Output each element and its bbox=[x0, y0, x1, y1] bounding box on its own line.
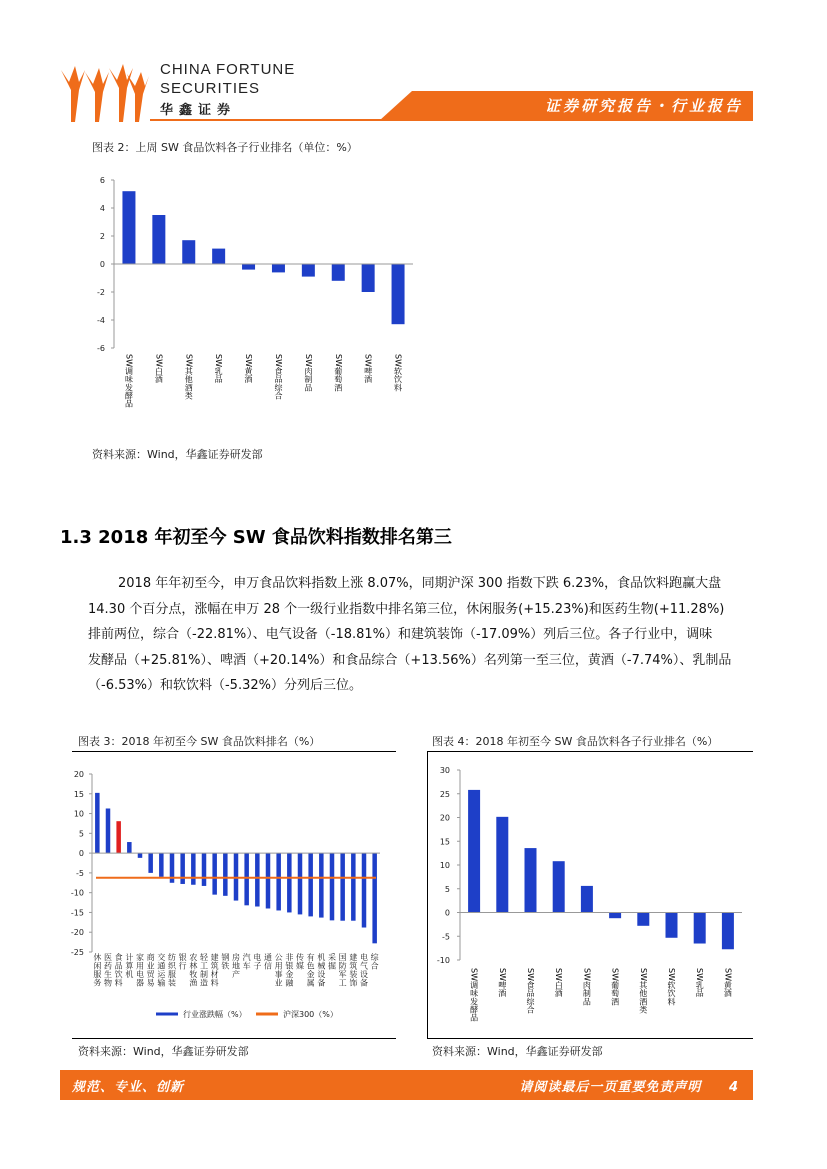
x-tick-label: 牧 bbox=[189, 970, 198, 979]
y-tick-label: 4 bbox=[99, 204, 105, 213]
x-tick-label-char: 乳 bbox=[214, 367, 223, 376]
x-tick-label: 务 bbox=[93, 978, 102, 988]
x-tick-label: 钢 bbox=[221, 953, 230, 962]
x-tick-label-char: 料 bbox=[394, 383, 403, 393]
x-tick-label: 机 bbox=[125, 970, 134, 979]
x-tick-label-char: 调 bbox=[470, 981, 479, 990]
x-tick-label-prefix: SW bbox=[526, 968, 535, 981]
bar bbox=[362, 264, 375, 292]
x-tick-label bbox=[244, 354, 254, 384]
bar bbox=[581, 886, 593, 913]
x-tick-label bbox=[611, 968, 620, 1006]
x-tick-label: 饰 bbox=[349, 978, 358, 988]
x-tick-label-char: 酒 bbox=[611, 997, 620, 1007]
x-tick-label-char: 酵 bbox=[470, 1005, 479, 1015]
x-tick-label-char: 料 bbox=[667, 997, 676, 1007]
figure3-source: 资料来源：Wind，华鑫证券研发部 bbox=[78, 1045, 249, 1058]
x-tick-label: 地 bbox=[232, 961, 240, 971]
x-tick-label: 休 bbox=[93, 953, 102, 962]
x-tick-label: 国 bbox=[338, 953, 347, 962]
x-tick-label-prefix: SW bbox=[723, 968, 733, 981]
paragraph-line: （-6.53%）和软饮料（-5.32%）分列后三位。 bbox=[88, 678, 362, 693]
x-tick-label bbox=[582, 968, 591, 1006]
bar bbox=[159, 853, 164, 877]
x-tick-label-prefix: SW bbox=[610, 968, 620, 981]
disclaimer-text: 请阅读最后一页重要免责声明 bbox=[519, 1080, 702, 1095]
x-tick-label: 属 bbox=[306, 978, 315, 988]
x-tick-label-char: 酒 bbox=[364, 375, 373, 385]
x-tick-label: 机 bbox=[317, 953, 326, 962]
x-tick-label: 业 bbox=[146, 961, 155, 971]
x-tick-label: 合 bbox=[370, 961, 379, 971]
bar bbox=[609, 913, 621, 919]
footer-disclaimer bbox=[519, 1076, 739, 1095]
x-tick-label-char: 调 bbox=[124, 367, 133, 376]
x-tick-label: 计 bbox=[125, 953, 134, 962]
y-tick-label: 2 bbox=[99, 232, 105, 241]
x-tick-label: 备 bbox=[360, 978, 368, 988]
bar bbox=[525, 848, 537, 912]
figure4-bottom-rule bbox=[427, 1038, 753, 1039]
bar bbox=[332, 264, 345, 281]
x-tick-label-char: 发 bbox=[124, 383, 133, 393]
bar bbox=[106, 808, 111, 853]
x-tick-label bbox=[184, 354, 194, 400]
x-tick-label: 用 bbox=[274, 961, 283, 971]
x-tick-label-char: 白 bbox=[554, 981, 563, 990]
x-tick-label-char: 肉 bbox=[582, 981, 591, 990]
x-tick-label: 建 bbox=[349, 953, 358, 962]
x-tick-label: 算 bbox=[125, 961, 134, 971]
bar bbox=[694, 913, 706, 944]
x-tick-label: 生 bbox=[104, 970, 112, 979]
figure2-source: 资料来源：Wind，华鑫证券研发部 bbox=[92, 448, 263, 461]
x-tick-label: 筑 bbox=[349, 961, 358, 971]
x-tick-label: 有 bbox=[306, 953, 315, 962]
x-tick-label: 通 bbox=[264, 953, 272, 962]
y-tick-label: 5 bbox=[444, 884, 450, 894]
x-tick-label: 器 bbox=[136, 978, 144, 988]
x-tick-label bbox=[304, 354, 313, 392]
paragraph-line: 2018 年年初至今，申万食品饮料指数上涨 8.07%，同期沪深 300 指数下跌 6.23%，食品饮料跑赢大盘 bbox=[118, 576, 722, 591]
x-tick-label: 防 bbox=[338, 961, 347, 971]
x-tick-label: 业 bbox=[274, 978, 283, 988]
brand-name-cn: 华鑫证券 bbox=[160, 103, 237, 118]
x-tick-label-char: 肉 bbox=[304, 367, 313, 376]
x-tick-label: 汽 bbox=[242, 953, 251, 962]
figure3-bottom-rule bbox=[72, 1038, 396, 1039]
x-tick-label-char: 合 bbox=[274, 391, 283, 401]
x-tick-label: 工 bbox=[200, 961, 208, 971]
figure2-chart bbox=[88, 172, 428, 417]
bar bbox=[362, 853, 367, 927]
x-tick-label-prefix: SW bbox=[184, 354, 194, 367]
x-tick-label: 械 bbox=[317, 961, 326, 971]
x-tick-label: 备 bbox=[317, 978, 326, 988]
y-tick-label: 15 bbox=[73, 789, 84, 799]
x-tick-label: 公 bbox=[274, 953, 283, 962]
x-tick-label: 工 bbox=[338, 978, 347, 988]
y-tick-label: 0 bbox=[444, 908, 450, 918]
bar bbox=[330, 853, 335, 920]
x-tick-label: 药 bbox=[104, 961, 112, 971]
x-tick-label-char: 酒 bbox=[334, 383, 343, 393]
legend-label-hs300: 沪深300（%） bbox=[283, 1010, 338, 1019]
x-tick-label-char: 饮 bbox=[394, 375, 403, 385]
x-tick-label: 制 bbox=[200, 970, 208, 979]
x-tick-label: 融 bbox=[285, 978, 294, 988]
x-tick-label: 综 bbox=[370, 953, 379, 962]
bar bbox=[266, 853, 271, 908]
x-tick-label: 闲 bbox=[93, 961, 102, 971]
bar bbox=[298, 853, 303, 914]
x-tick-label: 渔 bbox=[189, 978, 198, 988]
bar bbox=[666, 913, 678, 938]
x-tick-label: 行 bbox=[178, 961, 187, 971]
x-tick-label-char: 品 bbox=[470, 1013, 479, 1023]
x-tick-label-char: 葡 bbox=[611, 981, 620, 990]
brand-name-en-line2: SECURITIES bbox=[160, 80, 261, 97]
x-tick-label: 信 bbox=[264, 961, 272, 971]
x-tick-label-char: 品 bbox=[526, 989, 535, 999]
bar bbox=[191, 853, 196, 885]
legend-label-industry: 行业涨跌幅（%） bbox=[183, 1010, 247, 1019]
bar bbox=[223, 853, 228, 896]
x-tick-label-char: 味 bbox=[470, 989, 479, 999]
bar bbox=[95, 793, 100, 853]
bar bbox=[372, 853, 377, 943]
x-tick-label-char: 饮 bbox=[667, 989, 676, 999]
x-tick-label-prefix: SW bbox=[333, 354, 343, 367]
x-tick-label-char: 他 bbox=[184, 375, 193, 385]
x-tick-label-char: 酒 bbox=[244, 375, 253, 385]
x-tick-label-char: 软 bbox=[667, 981, 676, 990]
x-tick-label-char: 酵 bbox=[124, 391, 133, 401]
x-tick-label: 金 bbox=[285, 970, 294, 979]
bar bbox=[272, 264, 285, 272]
figure4-source: 资料来源：Wind，华鑫证券研发部 bbox=[432, 1045, 603, 1058]
x-tick-label: 设 bbox=[360, 970, 368, 979]
x-tick-label bbox=[334, 354, 343, 392]
x-tick-label: 农 bbox=[189, 953, 198, 962]
x-tick-label: 军 bbox=[338, 970, 347, 979]
x-tick-label bbox=[554, 968, 563, 998]
x-tick-label-prefix: SW bbox=[393, 354, 403, 367]
y-tick-label: 0 bbox=[99, 260, 105, 269]
x-tick-label: 饮 bbox=[114, 970, 123, 979]
bar bbox=[287, 853, 292, 912]
x-tick-label-char: 他 bbox=[639, 989, 648, 999]
x-tick-label-char: 葡 bbox=[334, 367, 343, 376]
bar bbox=[116, 821, 121, 853]
x-tick-label bbox=[364, 354, 373, 384]
x-tick-label: 用 bbox=[136, 961, 144, 971]
y-tick-label: -10 bbox=[436, 956, 450, 965]
figure3-caption: 图表 3：2018 年初至今 SW 食品饮料排名（%） bbox=[78, 735, 321, 748]
x-tick-label-char: 品 bbox=[214, 375, 223, 385]
x-tick-label: 家 bbox=[136, 953, 144, 962]
brand-name-en-line1: CHINA FORTUNE bbox=[160, 61, 296, 78]
x-tick-label-prefix: SW bbox=[582, 968, 592, 981]
x-tick-label-prefix: SW bbox=[638, 968, 648, 981]
x-tick-label: 装 bbox=[349, 970, 358, 979]
x-tick-label: 采 bbox=[328, 953, 336, 962]
x-tick-label-char: 品 bbox=[304, 383, 313, 393]
y-tick-label: -15 bbox=[70, 908, 84, 918]
x-tick-label-char: 黄 bbox=[723, 981, 732, 990]
y-tick-label: -5 bbox=[442, 932, 450, 942]
x-tick-label bbox=[498, 968, 507, 998]
y-tick-label: 25 bbox=[439, 789, 450, 799]
x-tick-label-char: 食 bbox=[274, 367, 283, 376]
bar bbox=[152, 215, 165, 264]
company-logo bbox=[55, 60, 150, 125]
x-tick-label-char: 品 bbox=[124, 399, 133, 409]
y-tick-label: 20 bbox=[73, 770, 84, 779]
x-tick-label: 服 bbox=[93, 970, 102, 979]
bar bbox=[722, 913, 734, 950]
y-tick-label: 5 bbox=[78, 829, 84, 839]
x-tick-label-char: 合 bbox=[526, 1005, 535, 1015]
y-tick-label: 6 bbox=[99, 176, 105, 185]
bar bbox=[340, 853, 345, 921]
paragraph-line: 14.30 个百分点，涨幅在申万 28 个一级行业指数中排名第三位，休闲服务(+15.23%)和医药生物(+11.28%) bbox=[88, 601, 725, 617]
y-tick-label: -5 bbox=[76, 868, 84, 878]
x-tick-label-prefix: SW bbox=[695, 968, 705, 981]
bar bbox=[212, 853, 217, 895]
bar bbox=[244, 853, 249, 905]
y-tick-label: -4 bbox=[97, 316, 105, 325]
x-tick-label: 电 bbox=[360, 953, 368, 962]
x-tick-label bbox=[470, 968, 479, 1023]
x-tick-label bbox=[723, 968, 733, 998]
x-tick-label: 建 bbox=[210, 953, 219, 962]
bar bbox=[127, 842, 132, 853]
paragraph-line: 排前两位，综合（-22.81%）、电气设备（-18.81%）和建筑装饰（-17.09%）列后三位。各子行业中，调味 bbox=[88, 627, 713, 642]
x-tick-label-prefix: SW bbox=[214, 354, 224, 367]
x-tick-label-char: 啤 bbox=[498, 981, 507, 990]
x-tick-label: 电 bbox=[136, 970, 144, 979]
bar bbox=[302, 264, 315, 277]
x-tick-label-char: 品 bbox=[695, 989, 704, 999]
x-tick-label: 色 bbox=[306, 961, 315, 971]
bar bbox=[351, 853, 356, 921]
x-tick-label-char: 啤 bbox=[364, 367, 373, 376]
x-tick-label-char: 品 bbox=[582, 997, 591, 1007]
x-tick-label-prefix: SW bbox=[469, 968, 479, 981]
x-tick-label: 金 bbox=[306, 970, 315, 979]
x-tick-label-prefix: SW bbox=[124, 354, 134, 367]
x-tick-label-prefix: SW bbox=[667, 968, 676, 981]
y-tick-label: 10 bbox=[73, 809, 84, 819]
figure3-chart bbox=[60, 760, 396, 1028]
section-title: 1.3 2018 年初至今 SW 食品饮料指数排名第三 bbox=[60, 527, 452, 548]
bar bbox=[319, 853, 324, 917]
x-tick-label-char: 酒 bbox=[639, 997, 648, 1007]
x-tick-label: 设 bbox=[317, 970, 326, 979]
x-tick-label-char: 酒 bbox=[723, 989, 732, 999]
x-tick-label: 通 bbox=[157, 961, 166, 971]
y-tick-label: -2 bbox=[97, 288, 105, 297]
x-tick-label: 织 bbox=[168, 961, 176, 971]
x-tick-label-char: 萄 bbox=[334, 375, 343, 385]
x-tick-label bbox=[526, 968, 536, 1014]
x-tick-label: 媒 bbox=[296, 961, 304, 971]
figure4-left-rule bbox=[427, 751, 428, 1038]
y-tick-label: 30 bbox=[439, 766, 450, 775]
x-tick-label-char: 发 bbox=[470, 997, 479, 1007]
x-tick-label: 事 bbox=[274, 970, 283, 979]
x-tick-label-char: 综 bbox=[274, 383, 283, 393]
x-tick-label: 材 bbox=[210, 970, 219, 979]
y-tick-label: -6 bbox=[97, 344, 105, 353]
bar bbox=[392, 264, 405, 324]
x-tick-label-prefix: SW bbox=[154, 354, 164, 367]
x-tick-label: 贸 bbox=[146, 970, 155, 979]
x-tick-label bbox=[274, 354, 284, 400]
x-tick-label bbox=[124, 354, 133, 409]
x-tick-label: 传 bbox=[296, 953, 304, 962]
bar bbox=[122, 191, 135, 264]
x-tick-label-char: 其 bbox=[184, 367, 193, 376]
figure4-chart bbox=[430, 758, 750, 1028]
x-tick-label bbox=[695, 968, 704, 998]
bar bbox=[553, 861, 565, 912]
bar bbox=[138, 853, 143, 858]
x-tick-label-char: 制 bbox=[582, 989, 591, 999]
x-tick-label bbox=[394, 354, 403, 392]
section-paragraph bbox=[88, 571, 768, 699]
x-tick-label: 纺 bbox=[168, 953, 176, 962]
x-tick-label-prefix: SW bbox=[244, 354, 254, 367]
x-tick-label: 品 bbox=[114, 961, 123, 971]
x-tick-label: 非 bbox=[285, 953, 294, 962]
figure4-top-rule bbox=[427, 751, 753, 752]
x-tick-label: 运 bbox=[157, 970, 166, 979]
figure2-caption: 图表 2：上周 SW 食品饮料各子行业排名（单位：%） bbox=[92, 141, 358, 154]
x-tick-label: 气 bbox=[360, 961, 368, 971]
y-tick-label: 0 bbox=[78, 849, 84, 859]
x-tick-label: 服 bbox=[168, 970, 176, 979]
x-tick-label bbox=[667, 968, 676, 1006]
x-tick-label-char: 其 bbox=[639, 981, 648, 990]
x-tick-label: 电 bbox=[253, 953, 262, 962]
x-tick-label: 车 bbox=[242, 961, 251, 971]
y-tick-label: 15 bbox=[439, 837, 450, 847]
x-tick-label: 物 bbox=[104, 978, 112, 988]
x-tick-label: 银 bbox=[285, 961, 294, 971]
x-tick-label: 装 bbox=[168, 978, 176, 988]
bar bbox=[308, 853, 313, 916]
x-tick-label: 银 bbox=[178, 953, 187, 962]
x-tick-label: 筑 bbox=[210, 961, 219, 971]
x-tick-label: 掘 bbox=[328, 961, 336, 971]
x-tick-label-char: 软 bbox=[394, 367, 403, 376]
figure4-caption: 图表 4：2018 年初至今 SW 食品饮料各子行业排名（%） bbox=[432, 735, 719, 748]
x-tick-label: 易 bbox=[146, 978, 155, 988]
x-tick-label: 料 bbox=[210, 978, 219, 988]
paragraph-line: 发酵品（+25.81%）、啤酒（+20.14%）和食品综合（+13.56%）名列第一至三位，黄酒（-7.74%）、乳制品 bbox=[88, 652, 732, 668]
x-tick-label-char: 黄 bbox=[244, 367, 253, 376]
report-type-title: 证券研究报告・行业报告 bbox=[544, 97, 743, 115]
x-tick-label-char: 酒 bbox=[184, 383, 193, 393]
y-tick-label: 10 bbox=[439, 861, 450, 870]
x-tick-label-prefix: SW bbox=[363, 354, 373, 367]
x-tick-label: 房 bbox=[232, 953, 240, 962]
x-tick-label-char: 酒 bbox=[498, 989, 507, 999]
bar bbox=[182, 240, 195, 264]
bar bbox=[212, 249, 225, 264]
bar bbox=[148, 853, 153, 873]
x-tick-label-prefix: SW bbox=[497, 968, 507, 981]
x-tick-label-prefix: SW bbox=[554, 968, 564, 981]
y-tick-label: -20 bbox=[70, 928, 84, 938]
x-tick-label: 医 bbox=[104, 953, 112, 962]
x-tick-label-char: 食 bbox=[526, 981, 535, 990]
x-tick-label: 林 bbox=[189, 961, 198, 971]
x-tick-label-char: 类 bbox=[184, 391, 193, 401]
x-tick-label: 子 bbox=[253, 961, 262, 971]
x-tick-label: 料 bbox=[114, 978, 123, 988]
x-tick-label: 造 bbox=[200, 978, 208, 988]
page-number: 4 bbox=[728, 1080, 739, 1095]
x-tick-label: 产 bbox=[232, 970, 240, 979]
x-tick-label: 交 bbox=[157, 953, 166, 962]
x-tick-label bbox=[639, 968, 649, 1014]
x-tick-label-char: 乳 bbox=[695, 981, 704, 990]
x-tick-label-char: 类 bbox=[639, 1005, 648, 1015]
x-tick-label bbox=[214, 354, 223, 384]
bar bbox=[468, 790, 480, 913]
bar bbox=[242, 264, 255, 270]
x-tick-label: 输 bbox=[157, 978, 166, 988]
x-tick-label-char: 味 bbox=[124, 375, 133, 385]
x-tick-label-prefix: SW bbox=[273, 354, 283, 367]
x-tick-label-char: 酒 bbox=[554, 989, 563, 999]
figure3-top-rule bbox=[72, 751, 396, 752]
y-tick-label: -10 bbox=[70, 888, 84, 898]
x-tick-label: 食 bbox=[114, 953, 123, 962]
x-tick-label-char: 综 bbox=[526, 997, 535, 1007]
bar bbox=[637, 913, 649, 926]
x-tick-label-char: 萄 bbox=[611, 989, 620, 999]
footer-slogan: 规范、专业、创新 bbox=[72, 1080, 185, 1095]
x-tick-label: 铁 bbox=[221, 961, 230, 971]
x-tick-label-prefix: SW bbox=[303, 354, 313, 367]
bar bbox=[180, 853, 185, 884]
x-tick-label: 商 bbox=[146, 953, 155, 962]
x-tick-label-char: 品 bbox=[274, 375, 283, 385]
x-tick-label-char: 制 bbox=[304, 375, 313, 385]
bar bbox=[255, 853, 259, 906]
x-tick-label-char: 白 bbox=[154, 367, 163, 376]
y-tick-label: 20 bbox=[439, 813, 450, 823]
x-tick-label bbox=[154, 354, 163, 384]
bar bbox=[276, 853, 281, 910]
bar bbox=[496, 817, 508, 913]
y-tick-label: -25 bbox=[70, 948, 84, 957]
bar bbox=[202, 853, 207, 886]
x-tick-label-char: 酒 bbox=[154, 375, 163, 385]
x-tick-label: 轻 bbox=[200, 953, 208, 962]
